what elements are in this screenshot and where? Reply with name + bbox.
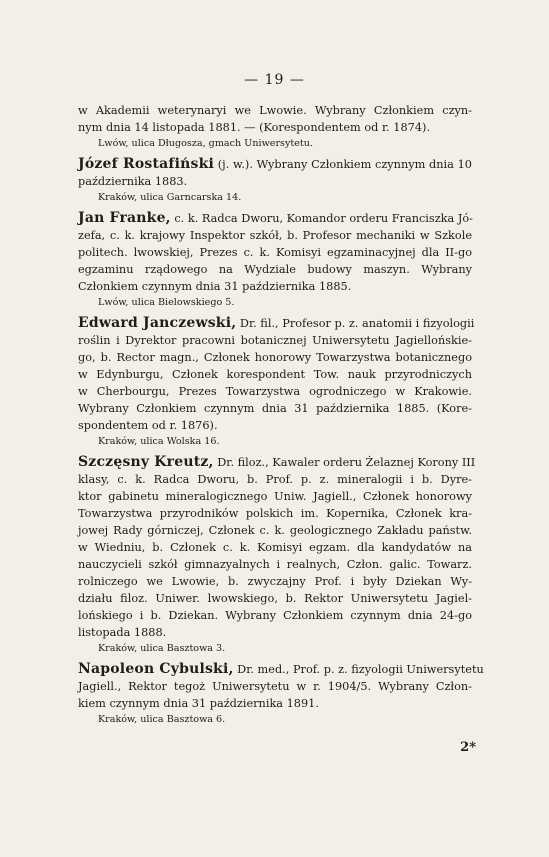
entry-text-line: jowej Rady górniczej, Członek c. k. geologicznego Zakładu państw.: [78, 524, 472, 537]
entry-text-line: lońskiego i b. Dziekan. Wybrany Członkiem czynnym dnia 24-go: [78, 609, 472, 622]
entry-address: Lwów, ulica Bielowskiego 5.: [98, 297, 235, 308]
entry-address: Kraków, ulica Basztowa 6.: [98, 714, 226, 725]
entry-text-line: nauczycieli szkół gimnazyalnych i realnych, Człon. galic. Towarz.: [78, 558, 472, 571]
entry-text-line: politech. lwowskiej, Prezes c. k. Komisyi egzaminacyjnej dla II-go: [78, 246, 472, 259]
entry-address: Lwów, ulica Długosza, gmach Uniwersytetu.: [98, 138, 314, 149]
member-name: Szczęsny Kreutz,: [78, 454, 214, 470]
entry-text-line: nym dnia 14 listopada 1881. — (Korespondentem od r. 1874).: [78, 121, 431, 134]
entry-text-line: działu filoz. Uniwer. lwowskiego, b. Rektor Uniwersytetu Jagiel-: [78, 592, 472, 605]
entry-heading-line: [78, 454, 476, 471]
entry-text-line: Towarzystwa przyrodników polskich im. Kopernika, Członek kra-: [78, 507, 472, 520]
entry-text: Dr. med., Prof. p. z. fizyologii Uniwersytetu: [233, 663, 484, 676]
member-name: Józef Rostafiński: [78, 156, 215, 172]
entry-heading-line: [78, 661, 484, 678]
entry-text-line: klasy, c. k. Radca Dworu, b. Prof. p. z. mineralogii i b. Dyre-: [78, 473, 472, 486]
entry-address: Kraków, ulica Garncarska 14.: [98, 192, 242, 203]
entry-heading-line: [78, 156, 472, 173]
entry-text-line: października 1883.: [78, 175, 188, 188]
member-entry: [78, 156, 472, 205]
member-list: [78, 102, 484, 732]
entry-text: c. k. Radca Dworu, Komandor orderu Franciszka Jó-: [170, 212, 473, 225]
member-entry: [78, 102, 472, 151]
entry-text-line: roślin i Dyrektor pracowni botanicznej Uniwersytetu Jagiellońskie-: [78, 334, 472, 347]
entry-address: Kraków, ulica Basztowa 3.: [98, 643, 226, 654]
entry-text-line: Członkiem czynnym dnia 31 października 1885.: [78, 280, 352, 293]
entry-text-line: Jagiell., Rektor tegoż Uniwersytetu w r. 1904/5. Wybrany Człon-: [78, 680, 472, 693]
entry-text-line: go, b. Rector magn., Członek honorowy Towarzystwa botanicznego: [78, 351, 472, 364]
entry-text: Dr. fil., Profesor p. z. anatomii i fizyologii: [236, 317, 475, 330]
entry-text-line: w Edynburgu, Członek korespondent Tow. nauk przyrodniczych: [78, 368, 472, 381]
signature-mark: 2*: [460, 740, 476, 755]
entry-text-line: Wybrany Członkiem czynnym dnia 31 października 1885. (Kore-: [78, 402, 472, 415]
page-number: — 19 —: [244, 72, 305, 88]
entry-text-line: w Akademii weterynaryi we Lwowie. Wybrany Członkiem czyn-: [78, 104, 472, 117]
entry-text: Dr. filoz., Kawaler orderu Żelaznej Korony III: [213, 456, 476, 469]
entry-text-line: kiem czynnym dnia 31 października 1891.: [78, 697, 319, 710]
entry-text-line: zefa, c. k. krajowy Inspektor szkół, b. Profesor mechaniki w Szkole: [78, 229, 472, 242]
member-entry: [78, 454, 476, 656]
member-entry: [78, 210, 472, 310]
member-entry: [78, 315, 475, 449]
entry-heading-line: [78, 315, 475, 332]
entry-text-line: spondentem od r. 1876).: [78, 419, 218, 432]
entry-text-line: w Wiedniu, b. Członek c. k. Komisyi egzam. dla kandydatów na: [78, 541, 472, 554]
entry-text-line: w Cherbourgu, Prezes Towarzystwa ogrodniczego w Krakowie.: [78, 385, 472, 398]
entry-text-line: rolniczego we Lwowie, b. zwyczajny Prof. i były Dziekan Wy-: [78, 575, 472, 588]
member-name: Napoleon Cybulski,: [78, 661, 234, 677]
entry-text-line: ktor gabinetu mineralogicznego Uniw. Jagiell., Członek honorowy: [78, 490, 472, 503]
member-name: Jan Franke,: [78, 210, 171, 226]
entry-text: (j. w.). Wybrany Członkiem czynnym dnia 10: [214, 158, 472, 171]
entry-heading-line: [78, 210, 472, 227]
entry-text-line: egzaminu rządowego na Wydziale budowy maszyn. Wybrany: [78, 263, 472, 276]
entry-address: Kraków, ulica Wolska 16.: [98, 436, 220, 447]
member-entry: [78, 661, 484, 727]
entry-text-line: listopada 1888.: [78, 626, 167, 639]
member-name: Edward Janczewski,: [78, 315, 237, 331]
